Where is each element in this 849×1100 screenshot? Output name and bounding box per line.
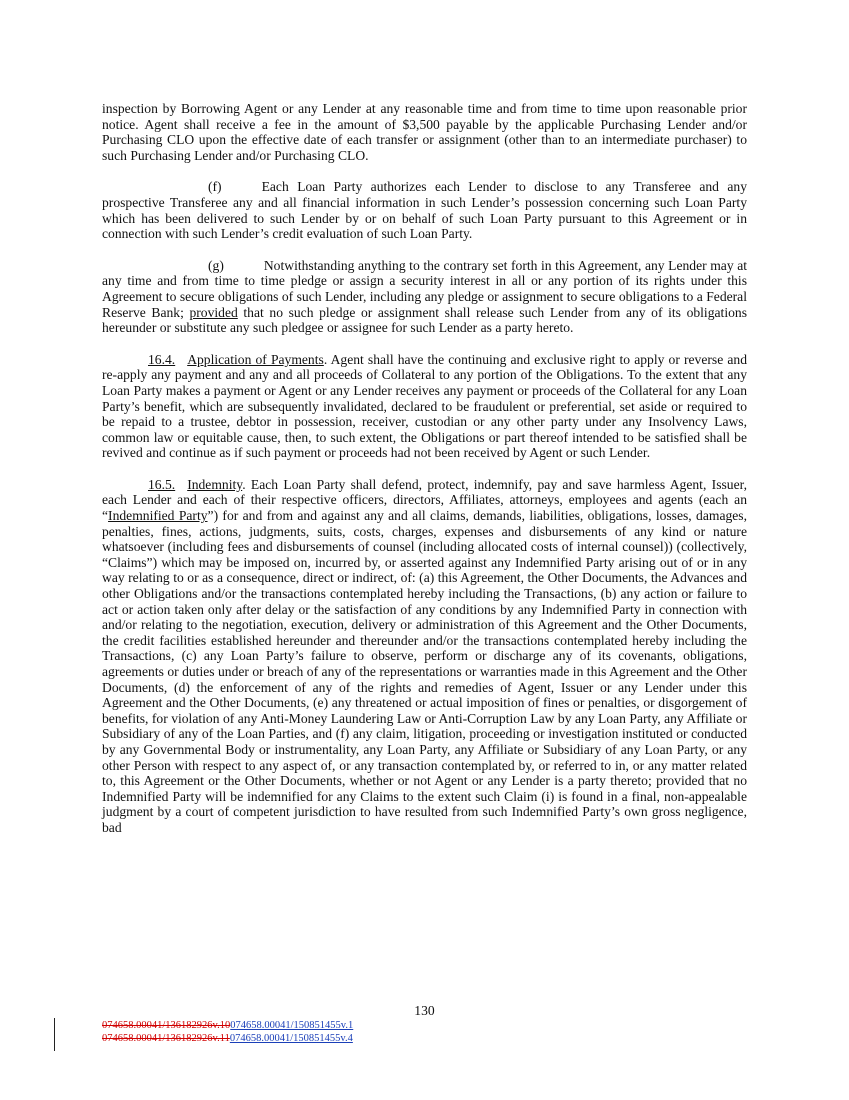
provided-term: provided [189, 304, 238, 320]
deleted-doc-id: 074658.00041/136182926v.10 [102, 1020, 231, 1031]
section-text-16-5: . Each Loan Party shall defend, protect, indemnify, pay and save harmless Agent, Issuer, each Lender and each of their respective officers, directors, Affiliates, attorneys, employees and agents (each an “ [102, 476, 747, 524]
section-title-16-4: Application of Payments [187, 351, 324, 367]
document-footer [102, 1019, 353, 1045]
inserted-doc-id: 074658.00041/150851455v.4 [229, 1033, 353, 1044]
footer-line-1 [102, 1019, 353, 1032]
paragraph-g [102, 258, 747, 336]
paragraph-f [102, 179, 747, 241]
deleted-doc-id: 074658.00041/136182926v.11 [102, 1033, 230, 1044]
section-text-16-4: . Agent shall have the continuing and exclusive right to apply or reverse and re-apply any payment and any and all proceeds of Collateral to any portion of the Obligations. To the extent that any Loan Party makes a payment or Agent or any Lender receives any payment or proceeds of the Collateral for any Loan Party’s benefit, which are subsequently invalidated, declared to be fraudulent or preferential, set aside or required to be repaid to a trustee, debtor in possession, receiver, custodian or any other party under any Insolvency Laws, common law or equitable cause, then, to such extent, the Obligations or part thereof intended to be satisfied shall be revived and continue as if such payment or proceeds had not been received by Agent or such Lender. [102, 351, 747, 461]
footer-line-2 [102, 1032, 353, 1045]
section-number-16-5: 16.5. [148, 476, 176, 492]
section-title-16-5: Indemnity [187, 476, 243, 492]
page-number: 130 [414, 1003, 435, 1018]
section-text-16-5-cont: ”) for and from and against any and all claims, demands, liabilities, obligations, losses, damages, penalties, fines, actions, judgments, suits, costs, charges, expenses and disbursements of any kind or nature whatsoever (including fees and disbursements of counsel (including allocated costs of internal counsel)) (collectively, “Claims”) which may be imposed on, incurred by, or asserted against any Indemnified Party arising out of or in any way relating to or as a consequence, direct or indirect, of: (a) this Agreement, the Other Documents, the Advances and other Obligations and/or the transactions contemplated hereby including the Transactions, (b) any action or failure to act or action taken only after delay or the satisfaction of any conditions by any Indemnified Party in connection with and/or relating to the negotiation, execution, delivery or administration of this Agreement and the Other Documents, the credit facilities established hereunder and thereunder and/or the transactions contemplated hereby including the Transactions, (c) any Loan Party’s failure to observe, perform or discharge any of its covenants, obligations, agreements or duties under or breach of any of the representations or warranties made in this Agreement and the Other Documents, (d) the enforcement of any of the rights and remedies of Agent, Issuer or any Lender under this Agreement and the Other Documents, (e) any threatened or actual imposition of fines or penalties, or disgorgement of benefits, for violation of any Anti-Money Laundering Law or Anti-Corruption Law by any Loan Party, any Affiliate or Subsidiary of any of the Loan Parties, and (f) any claim, litigation, proceeding or investigation instituted or conducted by any Governmental Body or instrumentality, any Loan Party, any Affiliate or Subsidiary of any Loan Party, or any other Person with respect to any aspect of, or any transaction contemplated by, or referred to in, or any matter related to, this Agreement or the Other Documents, whether or not Agent or any Lender is a party thereto; provided that no Indemnified Party will be indemnified for any Claims to the extent such Claim (i) is found in a final, non-appealable judgment by a court of competent jurisdiction to have resulted from such Indemnified Party’s own gross negligence, bad [102, 508, 747, 835]
paragraph-text: inspection by Borrowing Agent or any Lender at any reasonable time and from time to time upon reasonable prior notice. Agent shall receive a fee in the amount of $3,500 payable by the applicable Purchasing Lender and/or Purchasing CLO upon the effective date of each transfer or assignment (other than to an intermediate purchaser) to such Purchasing Lender and/or Purchasing CLO. [102, 101, 747, 163]
clause-text-g: Notwithstanding anything to the contrary set forth in this Agreement, any Lender may at any time and from time to time pledge or assign a security interest in all or any portion of its rights under this Agreement to secure obligations of such Lender, including any pledge or assignment to secure obligations to a Federal Reserve Bank; [102, 257, 747, 320]
section-16-5 [102, 477, 747, 836]
clause-label-f: (f) [208, 179, 222, 195]
defined-term-indemnified-party: Indemnified Party [108, 508, 208, 524]
inserted-doc-id: 074658.00041/150851455v.1 [230, 1020, 354, 1031]
page-body [102, 101, 747, 852]
section-number-16-4: 16.4. [148, 351, 176, 367]
clause-label-g: (g) [208, 257, 224, 273]
change-bar [54, 1018, 55, 1051]
paragraph-continuation [102, 101, 747, 163]
clause-text-f: Each Loan Party authorizes each Lender to disclose to any Transferee and any prospective Transferee any and all financial information in such Lender’s possession concerning such Loan Party which has been delivered to such Lender by or on behalf of such Loan Party pursuant to this Agreement or in connection with such Lender’s credit evaluation of such Loan Party. [102, 179, 747, 242]
section-16-4 [102, 352, 747, 461]
clause-text-g-end: that no such pledge or assignment shall release such Lender from any of its obligations hereunder or substitute any such pledgee or assignee for such Lender as a party hereto. [102, 304, 747, 336]
